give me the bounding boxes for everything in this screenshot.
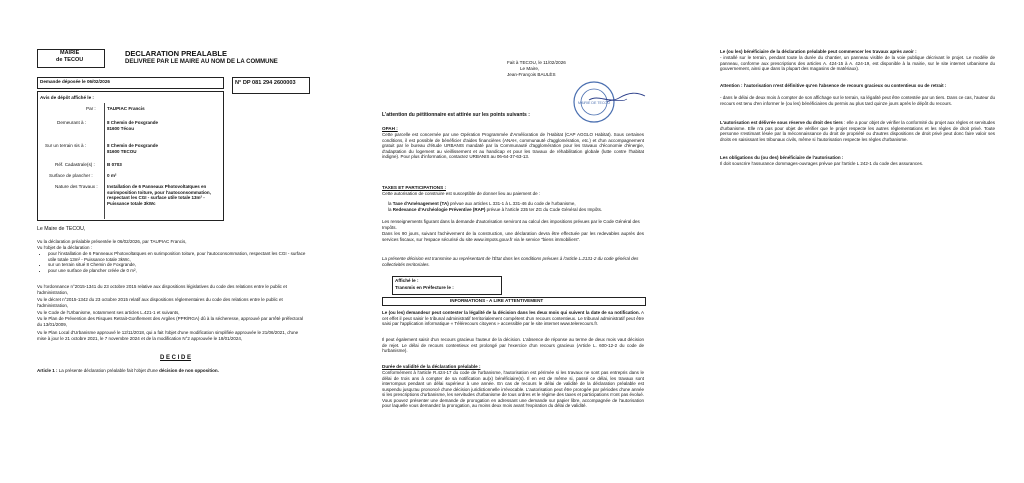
- recours-para: [382, 310, 644, 327]
- droit-text: : elle a pour objet de vérifier la conformité du projet aux règles et servitudes d'urbanisme. Elle n'a pas pour objet de vérifier que le projet respecte les autres réglementations et les règles de droit privé. Toute personne s'estimant lésée par la méconnaissance du droit de propriété ou d'autres dispositions de droit privé peut donc faire valoir ses droits en saisissant les tribunaux civils, même si l'autorisation respecte les règles d'urbanisme.: [720, 120, 995, 142]
- taxes-text-2: Les renseignements figurant dans la demande d'autorisation serviront au calcul des impositions prévues par le Code Général des Impôts.: [382, 219, 640, 230]
- attention-text: - dans le délai de deux mois à compter de son affichage sur le terrain, sa légalité peut être contestée par un tiers. Dans ce cas, l'auteur du recours est tenu d'en informer le (ou les) bénéficiaires du permis au plus tard quinze jours après le dépôt du recours.: [720, 95, 995, 106]
- row-value-par: TAUPIAC Francis: [107, 106, 145, 111]
- row-label-par: Par :: [86, 106, 96, 111]
- taxes-intro: Cette autorisation de construire est susceptible de donner lieu au paiement de :: [382, 191, 541, 196]
- tax-1-pre: la: [388, 201, 392, 206]
- demande-label: Demande déposée le 06/02/2026: [40, 79, 110, 84]
- dossier-number: N° DP 081 294 2600003: [235, 80, 296, 86]
- mairie-line-2: de TECOU: [56, 57, 84, 63]
- info-title: INFORMATIONS - A LIRE ATTENTIVEMENT: [450, 298, 544, 303]
- page-3: [684, 0, 1024, 483]
- row-value-demeurant: 8 Chemin de Foxgrande 81600 Técou: [107, 120, 159, 131]
- oblig-title: Les obligations du (ou des) bénéficiaire de l'autorisation :: [720, 155, 844, 160]
- vu-6: Vu le Plan de Prévention des Risques Retrait-Gonflement des Argiles (PPR/RGA) dû à la sécheresse, approuvé par arrêté préfectoral du 13/01/2009,: [37, 316, 303, 327]
- recours-text-2: Il peut également saisir d'un recours gracieux l'auteur de la décision. L'absence de réponse au terme de deux mois vaut décision de rejet. Le délai de recours contentieux est prolongé par l'exercice d'un recours gracieux (Article L. 600-12-2 du code de l'urbanisme).: [382, 337, 644, 353]
- taxes-title: TAXES ET PARTICIPATIONS :: [382, 185, 446, 190]
- transmis-label: Transmis en Préfecture le :: [395, 285, 454, 290]
- mairie-line-1: MAIRIE: [60, 50, 80, 56]
- row-value-nature: Installation de 6 Panneaux Photovoltaïques en surimposition toiture, pour l'autoconsommation, respectant les CGI - surface utile totale 13m² - Puissance totale 3kWc: [107, 184, 211, 206]
- tax-1-post: prévue aux articles L 331-1 à L 331-46 du code de l'urbanisme,: [449, 201, 576, 206]
- row-label-nature: Nature des Travaux :: [55, 184, 98, 189]
- benef-item-1: - installé sur le terrain, pendant toute la durée du chantier, un panneau visible de la voie publique décrivant le projet. Le modèle de panneau, conforme aux prescriptions des articles A. 424-15 à A. 424-19, est disponible à la mairie, sur le site internet urbanisme du gouvernement, ainsi que dans la plupart des magasins de matériaux).: [720, 55, 995, 71]
- row-label-cadastre: Réf. Cadastrale(s) :: [55, 162, 95, 167]
- nature-bullets: [40, 251, 310, 273]
- opah-text: Cette parcelle est concernée par une Opération Programmée d'Amélioration de l'Habitat (CAP AGGLO Habitat). Sous certaines conditions, il est possible de bénéficier d'aides financières (ANAH, communauté d'agglomération, etc.) et d'un accompagnement gratuit par le bureau d'étude URBANIS mandaté par la Communauté d'agglomération pour les travaux d'économie d'énergie, d'adaptation du logement au vieillissement et au handicap et pour les travaux de réhabilitation globale (lutte contre l'habitat indigne). Pour plus d'information, contactez URBANIS au 06-64-37-63-13.: [382, 132, 644, 159]
- transmis-text: La présente décision est transmise au représentant de l'État dans les conditions prévues à l'article L.2131-2 du code général des collectivités territoriales.: [382, 256, 639, 267]
- attention-bold: Attention : l'autorisation n'est définitive qu'en l'absence de recours gracieux ou contentieux ou de retrait :: [720, 83, 947, 88]
- stamp-text: MAIRIE DE TECOU: [578, 101, 610, 105]
- page-1: [0, 0, 342, 483]
- vu-7: Vu le Plan Local d'Urbanisme approuvé le 12/11/2018, qui a fait l'objet d'une modification simplifiée approuvée le 21/06/2021, d'une mise à jour le 21 octobre 2021, le 7 novembre 2024 et de la modification N°2 approuvée le 18/01/2024,: [37, 330, 299, 341]
- recours-text: A cet effet il peut saisir le tribunal administratif territorialement compétent d'un recours contentieux. Le tribunal administratif peut être saisi par l'application informatique « Télérecours citoyens » accessible par le site internet www.telerecours.fr.: [382, 310, 644, 326]
- oblig-text: Il doit souscrire l'assurance dommages-ouvrages prévue par l'article L 242-1 du code des assurances.: [720, 161, 924, 166]
- decl-title: DECLARATION PREALABLE: [125, 49, 227, 58]
- le-maire: Le Maire,: [520, 66, 540, 71]
- page-2: [342, 0, 684, 483]
- row-label-demeurant: Demeurant à :: [57, 120, 87, 125]
- tax-2-post: prévue à l'article 235 ter ZG du Code Général des Impôts.: [486, 207, 603, 212]
- vu-2: Vu l'objet de la déclaration :: [37, 245, 92, 250]
- row-label-surface: Surface de plancher :: [49, 173, 93, 178]
- droit-bold: L'autorisation est délivrée sous réserve du droit des tiers: [720, 120, 843, 125]
- row-label-terrain: Sur un terrain sis à :: [45, 143, 87, 148]
- vu-3: Vu l'ordonnance n°2015-1341 du 23 octobre 2015 relative aux dispositions législatives du code des relations entre le public et l'administration,: [37, 284, 287, 295]
- vu-1: Vu la déclaration préalable présentée le 06/02/2026, par TAUPIAC Francis,: [37, 239, 187, 244]
- vu-4: Vu le décret n°2015-1342 du 23 octobre 2015 relatif aux dispositions réglementaires du code des relations entre le public et l'administration,: [37, 297, 283, 308]
- article-1-bold: décision de non opposition.: [159, 368, 219, 373]
- taxes-text-3: Dans les 90 jours, suivant l'achèvement de la construction, une déclaration devra être effectuée par les redevables auprès des services fiscaux, sur l'espace sécurisé du site www.impots.gouv.fr via le service "biens immobiliers".: [382, 231, 644, 242]
- attention-line: L'attention du pétitionnaire est attirée sur les points suivants :: [382, 112, 530, 118]
- validite-title: Durée de validité de la déclaration préalable :: [382, 364, 481, 369]
- article-1-label: Article 1 :: [37, 368, 58, 373]
- tax-2-pre: la: [388, 207, 392, 212]
- fait-line: Fait à TECOU, le 11/02/2026: [507, 60, 566, 65]
- maire-intro: Le Maire de TECOU,: [37, 226, 86, 232]
- opah-title: OPAH :: [382, 126, 398, 131]
- validite-text: Conformément à l'article R.424-17 du code de l'urbanisme, l'autorisation est périmée si les travaux ne sont pas entrepris dans le délai de trois ans à compter de sa notification au(x) bénéficiaire(s). Il en est de même si, passé ce délai, les travaux sont interrompus pendant un délai supérieur à une année. En cas de recours le délai de validité de la déclaration préalable est suspendu jusqu'au prononcé d'une décision juridictionnelle irrévocable. L'autorisation peut être prorogée par périodes d'une année si les prescriptions d'urbanisme, les servitudes d'urbanisme de tous ordres et le régime des taxes et participations n'ont pas évolué. Vous pouvez présenter une demande de prorogation en adressant une demande sur papier libre, accompagnée de l'autorisation pour laquelle vous demandez la prorogation, au moins deux mois avant l'expiration du délai de validité.: [382, 370, 644, 408]
- tax-item-2: [388, 207, 644, 213]
- decide-heading: D E C I D E: [160, 355, 192, 361]
- article-1-text: La présente déclaration préalable fait l'objet d'une: [58, 368, 158, 373]
- row-value-terrain: 8 Chemin de Foxgrande 81600 TECOU: [107, 143, 159, 154]
- benef-title: Le (ou les) bénéficiaire de la déclaration préalable peut commencer les travaux après avoir :: [720, 49, 917, 54]
- avis-label: Avis de dépôt affiché le :: [40, 95, 94, 100]
- tax-1-bold: Taxe d'Aménagement (TA): [392, 201, 449, 206]
- bullet-item: • sur un terrain situé 8 Chemin de Foxgrande,: [48, 262, 310, 268]
- row-value-cadastre: B 0703: [107, 162, 122, 167]
- tax-2-bold: Redevance d'Archéologie Préventive (RAP): [392, 207, 486, 212]
- row-value-surface: 0 m²: [107, 173, 117, 178]
- recours-bold: Le (ou les) demandeur peut contester la légalité de la décision dans les deux mois qui suivent la date de sa notification.: [382, 310, 640, 315]
- droit-para: [720, 120, 995, 142]
- signature: [587, 88, 647, 108]
- bullet-item: • pour une surface de plancher créée de 0 m²,: [48, 268, 310, 274]
- bullet-item: • pour l'installation de 6 Panneaux Photovoltaïques en surimposition toiture, pour l'autoconsommation, respectant les CGI - surface utile totale 13m² - Puissance totale 3kWc,: [48, 251, 310, 262]
- article-1: [37, 368, 317, 374]
- decl-subtitle: DELIVREE PAR LE MAIRE AU NOM DE LA COMMUNE: [125, 59, 278, 65]
- tax-item-1: [388, 201, 644, 207]
- maire-name: Jean-François BAULÈS: [507, 72, 556, 77]
- vu-5: Vu le Code de l'Urbanisme, notamment ses articles L.421-1 et suivants,: [37, 310, 180, 315]
- affiche-label: Affiché le :: [395, 278, 419, 283]
